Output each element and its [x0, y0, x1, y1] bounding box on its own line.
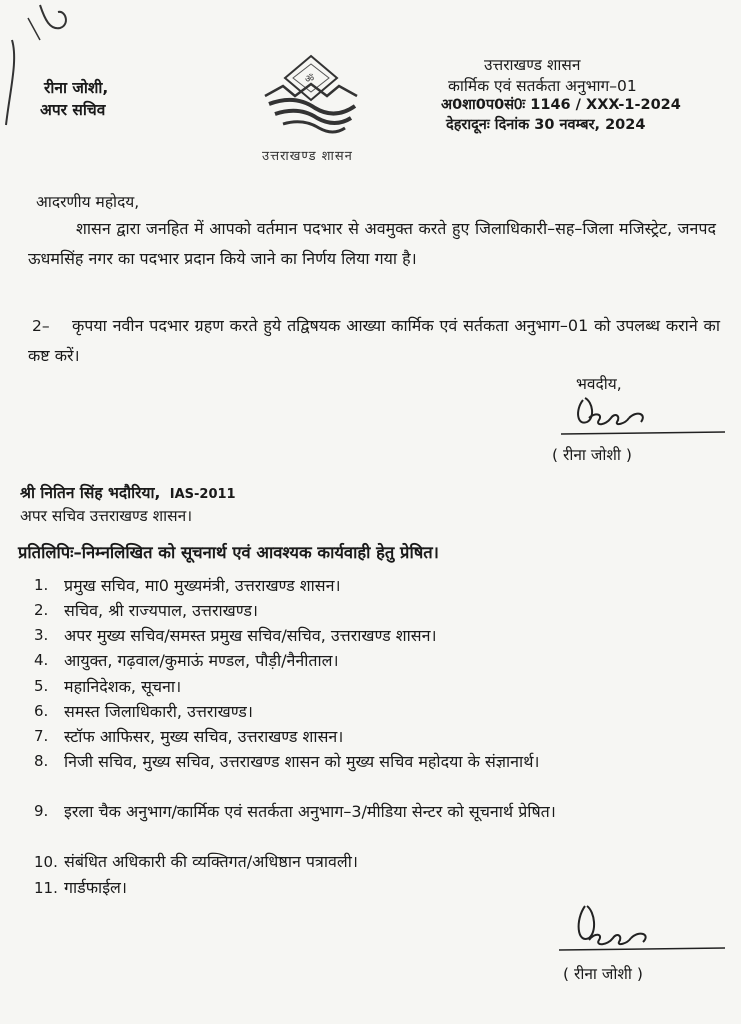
- salutation: आदरणीय महोदय,: [36, 193, 140, 211]
- list-item: समस्त जिलाधिकारी, उत्तराखण्ड।: [64, 702, 253, 721]
- paragraph-1: शासन द्वारा जनहित में आपको वर्तमान पदभार से अवमुक्त करते हुए जिलाधिकारी–सह–जिला मजिस्ट्रेट, जनपद ऊधमसिंह नगर का पदभार प्रदान किये जाने का निर्णय लिया गया है।: [28, 219, 716, 268]
- list-item-number: 3.: [34, 626, 49, 644]
- paragraph-2-number: 2–: [32, 317, 50, 335]
- list-item-number: 9.: [34, 802, 49, 820]
- list-item-number: 2.: [34, 601, 49, 619]
- list-item: स्टॉफ आफिसर, मुख्य सचिव, उत्तराखण्ड शासन।: [64, 727, 344, 746]
- copy-heading: प्रतिलिपिः–निम्नलिखित को सूचनार्थ एवं आवश्यक कार्यवाही हेतु प्रेषित।: [18, 543, 439, 562]
- list-item-number: 8.: [34, 752, 49, 770]
- reference-number: अ0शा0प0सं0ः 1146 / XXX-1-2024: [441, 97, 681, 113]
- emblem-caption: उत्तराखण्ड शासन: [262, 149, 353, 164]
- list-item-number: 7.: [34, 727, 49, 745]
- list-item: सचिव, श्री राज्यपाल, उत्तराखण्ड।: [64, 601, 258, 620]
- list-item: गार्डफाईल।: [64, 878, 127, 897]
- signatory-name-2: ( रीना जोशी ): [563, 965, 643, 983]
- list-item-number: 5.: [34, 677, 49, 695]
- list-item: प्रमुख सचिव, मा0 मुख्यमंत्री, उत्तराखण्ड शासन।: [64, 576, 341, 595]
- dept-name: उत्तराखण्ड शासन: [484, 56, 581, 74]
- list-item: आयुक्त, गढ़वाल/कुमाऊं मण्डल, पौड़ी/नैनीताल।: [64, 651, 339, 670]
- list-item: निजी सचिव, मुख्य सचिव, उत्तराखण्ड शासन को मुख्य सचिव महोदया के संज्ञानार्थ।: [64, 752, 540, 771]
- letter-date: देहरादूनः दिनांक 30 नवम्बर, 2024: [446, 117, 646, 133]
- list-item: इरला चैक अनुभाग/कार्मिक एवं सतर्कता अनुभाग–3/मीडिया सेन्टर को सूचनार्थ प्रेषित।: [64, 802, 556, 821]
- svg-text:ॐ: ॐ: [305, 74, 315, 85]
- list-item: महानिदेशक, सूचना।: [64, 677, 182, 696]
- list-item-number: 1.: [34, 576, 49, 594]
- list-item-number: 6.: [34, 702, 49, 720]
- list-item: संबंधित अधिकारी की व्यक्तिगत/अधिष्ठान पत्रावली।: [64, 852, 358, 871]
- signatory-name: ( रीना जोशी ): [552, 446, 632, 464]
- sender-designation: अपर सचिव: [40, 101, 106, 119]
- paragraph-2: कृपया नवीन पदभार ग्रहण करते हुये तद्विषयक आख्या कार्मिक एवं सर्तकता अनुभाग–01 को उपलब्ध कराने का कष्ट करें।: [28, 316, 720, 365]
- list-item-number: 11.: [34, 879, 58, 897]
- list-item-number: 10.: [34, 853, 58, 871]
- closing: भवदीय,: [576, 375, 622, 393]
- sender-name: रीना जोशी,: [44, 79, 109, 97]
- uttarakhand-emblem-icon: [255, 48, 367, 140]
- list-item: अपर मुख्य सचिव/समस्त प्रमुख सचिव/सचिव, उत्तराखण्ड शासन।: [64, 626, 437, 645]
- signature-2: [555, 900, 730, 960]
- recipient-name: श्री नितिन सिंह भदौरिया, IAS-2011: [20, 484, 236, 502]
- signature-1: [555, 392, 730, 442]
- list-item-number: 4.: [34, 651, 49, 669]
- section-name: कार्मिक एवं सतर्कता अनुभाग–01: [448, 77, 637, 95]
- recipient-designation: अपर सचिव उत्तराखण्ड शासन।: [20, 507, 193, 525]
